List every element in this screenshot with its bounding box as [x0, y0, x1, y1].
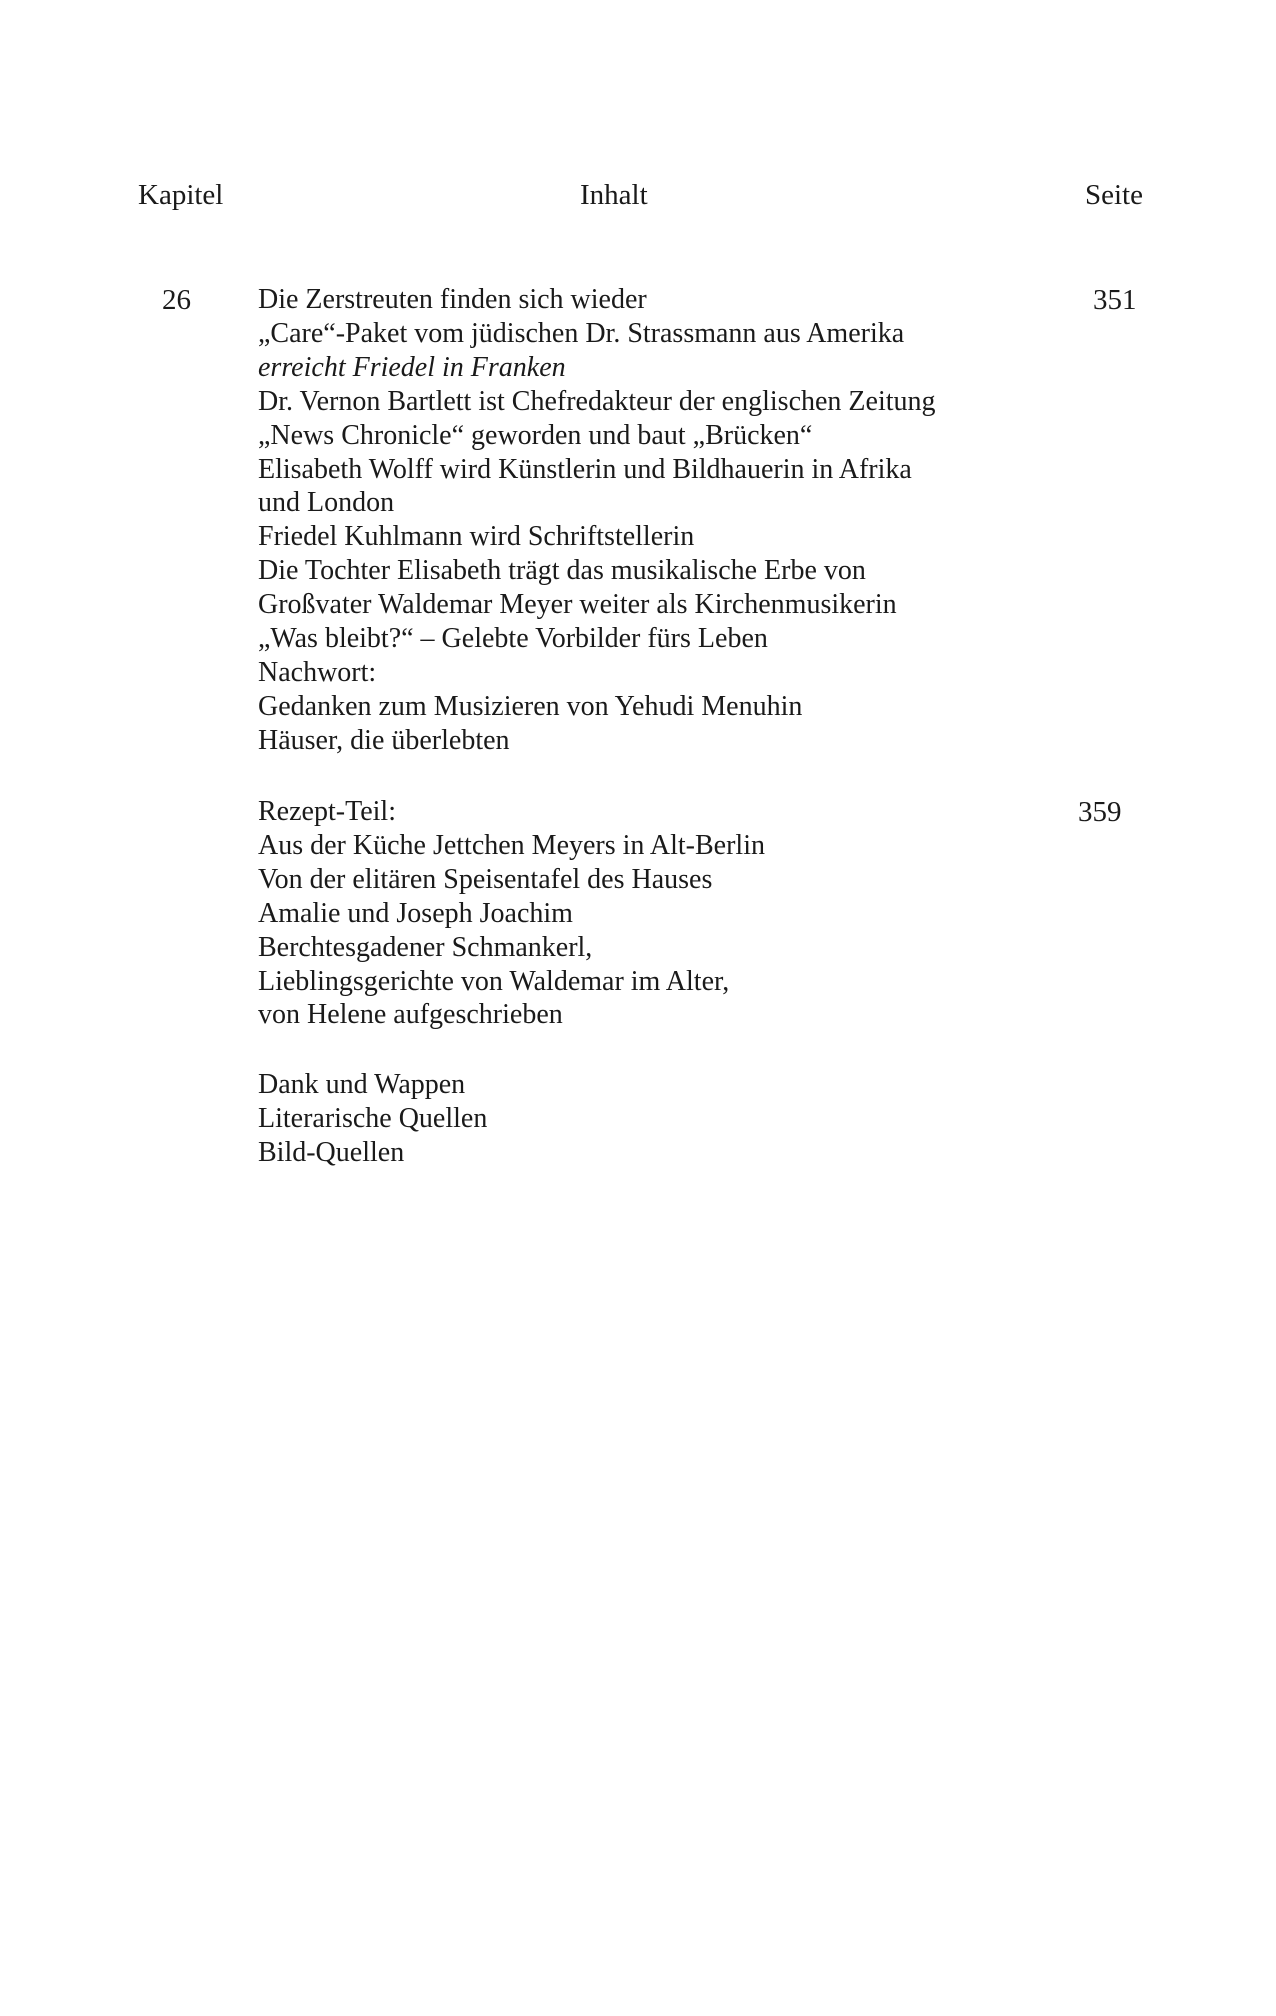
toc-line: Die Zerstreuten finden sich wieder — [258, 284, 647, 315]
anhang-entries — [258, 1068, 1058, 1170]
toc-line: Amalie und Joseph Joachim — [258, 897, 573, 929]
toc-line: Von der elitären Speisentafel des Hauses — [258, 863, 713, 895]
toc-line: Gedanken zum Musizieren von Yehudi Menuhin — [258, 690, 803, 722]
toc-line: Literarische Quellen — [258, 1102, 488, 1134]
toc-line: von Helene aufgeschrieben — [258, 999, 563, 1031]
column-header-inhalt: Inhalt — [580, 179, 648, 211]
toc-line: Dr. Vernon Bartlett ist Chefredakteur der englischen Zeitung — [258, 385, 936, 417]
toc-line: Die Tochter Elisabeth trägt das musikalische Erbe von — [258, 555, 866, 587]
toc-line: Dank und Wappen — [258, 1069, 466, 1100]
toc-line: Lieblingsgerichte von Waldemar im Alter, — [258, 965, 730, 997]
chapter-26-entries — [258, 283, 1058, 758]
column-header-kapitel: Kapitel — [138, 179, 224, 211]
toc-line: „Was bleibt?“ – Gelebte Vorbilder fürs Leben — [258, 623, 768, 655]
rezept-page-number: 359 — [1078, 796, 1122, 828]
toc-line: Bild-Quellen — [258, 1136, 405, 1168]
toc-line: „News Chronicle“ geworden und baut „Brücken“ — [258, 419, 813, 451]
toc-line: Aus der Küche Jettchen Meyers in Alt-Berlin — [258, 829, 765, 861]
chapter-number: 26 — [162, 284, 191, 316]
toc-line: Rezept-Teil: — [258, 796, 396, 827]
toc-line: Großvater Waldemar Meyer weiter als Kirchenmusikerin — [258, 589, 897, 621]
column-header-seite: Seite — [1085, 179, 1143, 211]
toc-line: Elisabeth Wolff wird Künstlerin und Bildhauerin in Afrika — [258, 453, 912, 485]
chapter-page-number: 351 — [1093, 284, 1137, 316]
rezept-entries — [258, 795, 1058, 1032]
toc-line: und London — [258, 487, 395, 519]
toc-line: Friedel Kuhlmann wird Schriftstellerin — [258, 521, 695, 553]
toc-line: erreicht Friedel in Franken — [258, 351, 566, 383]
toc-line: „Care“-Paket vom jüdischen Dr. Strassmann aus Amerika — [258, 317, 905, 349]
toc-line: Berchtesgadener Schmankerl, — [258, 931, 593, 963]
toc-line: Nachwort: — [258, 656, 377, 688]
toc-line: Häuser, die überlebten — [258, 724, 510, 756]
